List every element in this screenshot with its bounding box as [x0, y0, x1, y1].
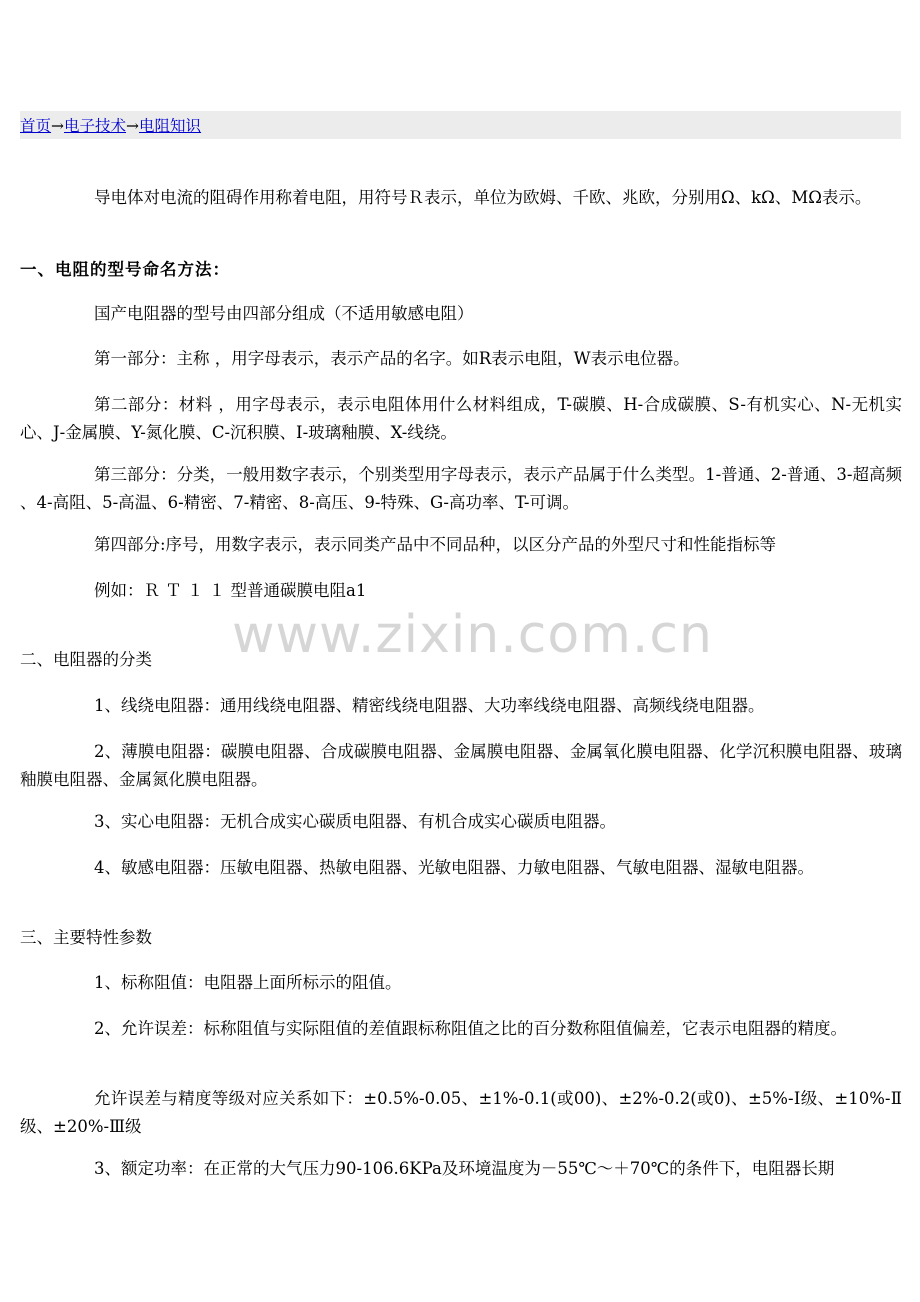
breadcrumb [20, 111, 901, 139]
section-3-paragraph: 1、标称阻值：电阻器上面所标示的阻值。 [94, 973, 402, 992]
section-1-paragraph: 第二部分：材料 ，用字母表示，表示电阻体用什么材料组成，T-碳膜、H-合成碳膜、S-有机实心、N-无机实心、J-金属膜、Y-氮化膜、C-沉积膜、I-玻璃釉膜、X-线绕。 [20, 395, 902, 442]
section-1-paragraph: 第三部分：分类，一般用数字表示，个别类型用字母表示，表示产品属于什么类型。1-普通、2-普通、3-超高频 、4-高阻、5-高温、6-精密、7-精密、8-高压、9-特殊、G-高功率、T-可调。 [20, 465, 902, 512]
breadcrumb-separator: → [51, 117, 65, 135]
breadcrumb-current-link[interactable]: 电阻知识 [139, 117, 202, 135]
section-2-paragraph: 3、实心电阻器：无机合成实心碳质电阻器、有机合成实心碳质电阻器。 [94, 812, 616, 831]
section-3-paragraph: 3、额定功率：在正常的大气压力90-106.6KPa及环境温度为－55℃～＋70℃的条件下，电阻器长期 [94, 1159, 835, 1178]
breadcrumb-section-link[interactable]: 电子技术 [64, 117, 127, 135]
section-1-paragraph: 第一部分：主称 ，用字母表示，表示产品的名字。如R表示电阻，W表示电位器。 [94, 349, 690, 368]
section-2-paragraph: 4、敏感电阻器：压敏电阻器、热敏电阻器、光敏电阻器、力敏电阻器、气敏电阻器、湿敏电阻器。 [94, 858, 814, 877]
section-1-paragraph: 国产电阻器的型号由四部分组成（不适用敏感电阻） [94, 304, 474, 323]
breadcrumb-home-link[interactable]: 首页 [20, 117, 52, 135]
intro-paragraph: 导电体对电流的阻碍作用称着电阻，用符号Ｒ表示，单位为欧姆、千欧、兆欧，分别用Ω、kΩ、MΩ表示。 [94, 188, 872, 207]
section-1-heading: 一、电阻的型号命名方法： [20, 260, 230, 279]
section-2-paragraph: 1、线绕电阻器：通用线绕电阻器、精密线绕电阻器、大功率线绕电阻器、高频线绕电阻器。 [94, 696, 765, 715]
section-1-paragraph: 第四部分:序号，用数字表示，表示同类产品中不同品种，以区分产品的外型尺寸和性能指标等 [94, 535, 777, 554]
watermark-text: www.zixin.com.cn [232, 605, 713, 665]
section-1-example: 例如：Ｒ Ｔ １ １ 型普通碳膜电阻a1 [94, 581, 367, 600]
section-2-heading: 二、电阻器的分类 [20, 650, 152, 669]
section-2-paragraph: 2、薄膜电阻器：碳膜电阻器、合成碳膜电阻器、金属膜电阻器、金属氧化膜电阻器、化学沉积膜电阻器、玻璃釉膜电阻器、金属氮化膜电阻器。 [20, 742, 902, 789]
section-3-paragraph: 2、允许误差：标称阻值与实际阻值的差值跟标称阻值之比的百分数称阻值偏差，它表示电阻器的精度。 [94, 1019, 847, 1038]
section-3-paragraph: 允许误差与精度等级对应关系如下：±0.5%-0.05、±1%-0.1(或00)、±2%-0.2(或0)、±5%-Ⅰ级、±10%-Ⅱ级、±20%-Ⅲ级 [20, 1089, 902, 1136]
section-3-heading: 三、主要特性参数 [20, 928, 152, 947]
breadcrumb-separator: → [126, 117, 140, 135]
